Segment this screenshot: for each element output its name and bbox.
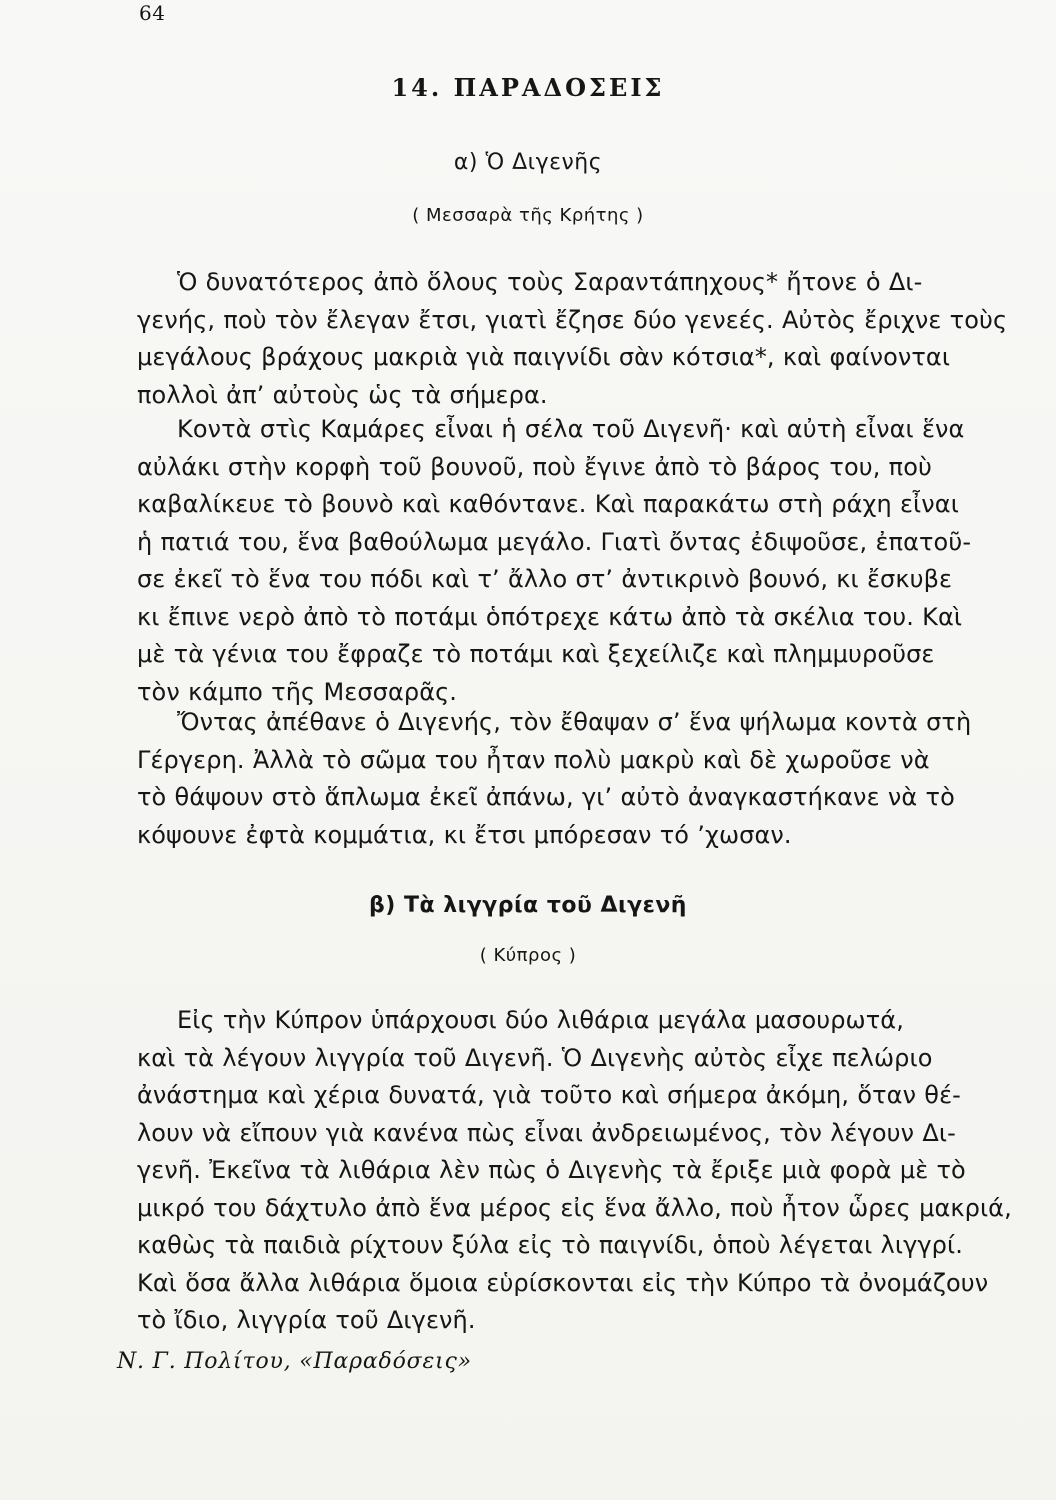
- page-number: 64: [139, 1, 166, 25]
- paragraph-line: Κοντὰ στὶς Καμάρες εἶναι ἡ σέλα τοῦ Διγενῆ· καὶ αὐτὴ εἶναι ἕνα: [177, 415, 965, 443]
- section-b-location: ( Κύπρος ): [479, 945, 577, 966]
- paragraph-line: κόψουνε ἐφτὰ κομμάτια, κι ἔτσι μπόρεσαν τό ’χωσαν.: [137, 820, 792, 849]
- paragraph-line: αὐλάκι στὴν κορφὴ τοῦ βουνοῦ, ποὺ ἔγινε ἀπὸ τὸ βάρος του, ποὺ: [137, 452, 932, 481]
- paragraph-line: μικρό του δάχτυλο ἀπὸ ἕνα μέρος εἰς ἕνα ἄλλο, ποὺ ἦτον ὧρες μακριά,: [137, 1193, 1012, 1222]
- section-a-location: ( Μεσσαρὰ τῆς Κρήτης ): [412, 205, 644, 226]
- paragraph-line: καθὼς τὰ παιδιὰ ρίχτουν ξύλα εἰς τὸ παιγνίδι, ὁποὺ λέγεται λιγγρί.: [137, 1231, 963, 1259]
- paragraph-line: Καὶ ὅσα ἄλλα λιθάρια ὅμοια εὑρίσκονται εἰς τὴν Κύπρο τὰ ὀνομάζουν: [137, 1268, 989, 1297]
- paragraph-line: Εἰς τὴν Κύπρον ὑπάρχουσι δύο λιθάρια μεγάλα μασουρωτά,: [177, 1006, 904, 1034]
- section-b-paragraph: [137, 1002, 1012, 1340]
- paragraph-line: πολλοὶ ἀπ’ αὐτοὺς ὡς τὰ σήμερα.: [137, 380, 548, 409]
- paragraph-line: ἀνάστημα καὶ χέρια δυνατά, γιὰ τοῦτο καὶ σήμερα ἀκόμη, ὅταν θέ-: [137, 1081, 961, 1109]
- paragraph-line: καὶ τὰ λέγουν λιγγρία τοῦ Διγενῆ. Ὁ Διγενὴς αὐτὸς εἶχε πελώριο: [137, 1043, 933, 1072]
- paragraph-line: ἡ πατιά του, ἕνα βαθούλωμα μεγάλο. Γιατὶ ὄντας ἐδιψοῦσε, ἐπατοῦ-: [137, 527, 972, 556]
- paragraph-line: Ὄντας ἀπέθανε ὁ Διγενής, τὸν ἔθαψαν σ’ ἕνα ψήλωμα κοντὰ στὴ: [177, 708, 972, 736]
- paragraph-line: γενῆ. Ἐκεῖνα τὰ λιθάρια λὲν πὼς ὁ Διγενὴς τὰ ἔριξε μιὰ φορὰ μὲ τὸ: [137, 1156, 966, 1184]
- section-a-paragraph-1: [137, 264, 1008, 414]
- paragraph-line: κι ἔπινε νερὸ ἀπὸ τὸ ποτάμι ὁπότρεχε κάτω ἀπὸ τὰ σκέλια του. Καὶ: [137, 602, 963, 631]
- paragraph-line: Γέργερη. Ἀλλὰ τὸ σῶμα του ἦταν πολὺ μακρὺ καὶ δὲ χωροῦσε νὰ: [137, 745, 930, 774]
- paragraph-line: καβαλίκευε τὸ βουνὸ καὶ καθόντανε. Καὶ παρακάτω στὴ ράχη εἶναι: [137, 490, 959, 518]
- chapter-heading: 14. ΠΑΡΑΔΟΣΕΙΣ: [391, 73, 665, 102]
- paragraph-line: μὲ τὰ γένια του ἔφραζε τὸ ποτάμι καὶ ξεχείλιζε καὶ πλημμυροῦσε: [137, 640, 935, 668]
- paragraph-line: τὸ θάψουν στὸ ἅπλωμα ἐκεῖ ἀπάνω, γι’ αὐτὸ ἀναγκαστήκανε νὰ τὸ: [137, 783, 955, 811]
- section-a-paragraph-3: [137, 704, 997, 854]
- section-a-paragraph-2: [137, 411, 997, 711]
- paragraph-line: λουν νὰ εἴπουν γιὰ κανένα πὼς εἶναι ἀνδρειωμένος, τὸν λέγουν Δι-: [137, 1118, 956, 1147]
- paragraph-line: τὸ ἴδιο, λιγγρία τοῦ Διγενῆ.: [137, 1306, 476, 1334]
- paragraph-line: σε ἐκεῖ τὸ ἕνα του πόδι καὶ τ’ ἄλλο στ’ ἀντικρινὸ βουνό, κι ἔσκυβε: [137, 565, 953, 593]
- paragraph-line: τὸν κάμπο τῆς Μεσσαρᾶς.: [137, 677, 458, 706]
- paragraph-line: μεγάλους βράχους μακριὰ γιὰ παιγνίδι σὰν κότσια*, καὶ φαίνονται: [137, 343, 951, 371]
- source-citation: Ν. Γ. Πολίτου, «Παραδόσεις»: [117, 1349, 472, 1374]
- section-a-title: α) Ὁ Διγενῆς: [453, 150, 603, 175]
- paragraph-line: γενής, ποὺ τὸν ἔλεγαν ἔτσι, γιατὶ ἔζησε δύο γενεές. Αὐτὸς ἔριχνε τοὺς: [137, 305, 1008, 334]
- paragraph-line: Ὁ δυνατότερος ἀπὸ ὅλους τοὺς Σαραντάπηχους* ἤτονε ὁ Δι-: [177, 268, 923, 296]
- section-b-title: β) Τὰ λιγγρία τοῦ Διγενῆ: [369, 893, 687, 918]
